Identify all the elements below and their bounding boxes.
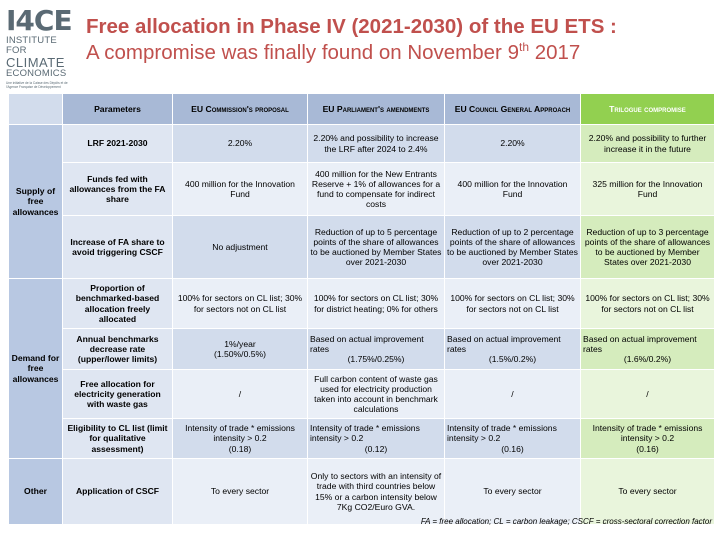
slide-title	[86, 14, 716, 66]
benchmarks-council-limits: (1.5%/0.2%)	[488, 354, 537, 365]
cell-proportion-council: 100% for sectors on CL list; 30% for sectors not on CL list	[445, 279, 581, 329]
category-demand: Demand for free allowances	[9, 279, 63, 459]
cell-eligibility-commission	[173, 419, 308, 459]
title-line-2-text: A compromise was finally found on November 9	[86, 41, 519, 64]
eligibility-commission-rule: Intensity of trade * emissions intensity > 0.2	[185, 423, 295, 444]
cell-lrf-trilogue: 2.20% and possibility to further increase it in the future	[581, 125, 715, 163]
title-ordinal-suffix: th	[518, 40, 529, 54]
cell-lrf-council: 2.20%	[445, 125, 581, 163]
category-other: Other	[9, 459, 63, 525]
cell-benchmarks-parliament	[308, 329, 445, 370]
cell-cscf-council: To every sector	[445, 459, 581, 525]
cell-increase-commission: No adjustment	[173, 216, 308, 279]
logo-tagline: Une initiative de la Caisse des Dépôts et de l'Agence Française de Développement	[6, 81, 68, 89]
cell-funds-council: 400 million for the Innovation Fund	[445, 163, 581, 216]
logo-line-2: CLIMATE	[6, 55, 65, 70]
comparison-table	[8, 93, 715, 525]
cell-wastegas-trilogue: /	[581, 370, 715, 419]
cell-wastegas-commission: /	[173, 370, 308, 419]
eligibility-commission-limit: (0.18)	[228, 443, 252, 454]
eligibility-trilogue-limit: (0.16)	[636, 443, 659, 454]
table-row	[9, 370, 715, 419]
cell-wastegas-parliament: Full carbon content of waste gas used for electricity production taken into account in benchmark calculations	[308, 370, 445, 419]
header-commission: EU Commission's proposal	[173, 94, 308, 125]
benchmarks-trilogue-rate: Based on actual improvement rates	[583, 333, 697, 354]
header-trilogue: Trilogue compromise	[581, 94, 715, 125]
cell-proportion-commission: 100% for sectors on CL list; 30% for sectors not on CL list	[173, 279, 308, 329]
cell-cscf-commission: To every sector	[173, 459, 308, 525]
title-line-1: Free allocation in Phase IV (2021-2030) of the EU ETS :	[86, 15, 617, 38]
logo-wordmark: I4CE	[6, 4, 72, 37]
cell-eligibility-parliament	[308, 419, 445, 459]
param-proportion: Proportion of benchmarked-based allocation freely allocated	[63, 279, 173, 329]
title-line-2	[86, 40, 716, 66]
cell-funds-trilogue: 325 million for the Innovation Fund	[581, 163, 715, 216]
header-parliament: EU Parliament's amendments	[308, 94, 445, 125]
cell-benchmarks-council	[445, 329, 581, 370]
cell-funds-commission: 400 million for the Innovation Fund	[173, 163, 308, 216]
cell-increase-trilogue: Reduction of up to 3 percentage points of the share of allowances to be auctioned by Member States over 2021-2030	[581, 216, 715, 279]
eligibility-parliament-rule: Intensity of trade * emissions intensity > 0.2	[310, 423, 420, 444]
cell-wastegas-council: /	[445, 370, 581, 419]
param-benchmarks: Annual benchmarks decrease rate (upper/lower limits)	[63, 329, 173, 370]
footnote: FA = free allocation; CL = carbon leakage; CSCF = cross-sectoral correction factor	[420, 517, 712, 526]
header-council: EU Council General Approach	[445, 94, 581, 125]
category-supply: Supply of free allowances	[9, 125, 63, 279]
eligibility-council-rule: Intensity of trade * emissions intensity > 0.2	[447, 423, 557, 444]
benchmarks-commission-rate: 1%/year	[224, 338, 256, 349]
cell-eligibility-trilogue	[581, 419, 715, 459]
cell-increase-parliament: Reduction of up to 5 percentage points of the share of allowances to be auctioned by Member States over 2021-2030	[308, 216, 445, 279]
cell-lrf-commission: 2.20%	[173, 125, 308, 163]
eligibility-council-limit: (0.16)	[501, 443, 524, 454]
table-row	[9, 216, 715, 279]
cell-cscf-trilogue: To every sector	[581, 459, 715, 525]
benchmarks-trilogue-limits: (1.6%/0.2%)	[623, 354, 672, 365]
i4ce-logo	[6, 4, 72, 94]
cell-benchmarks-commission	[173, 329, 308, 370]
eligibility-trilogue-rule: Intensity of trade * emissions intensity > 0.2	[592, 423, 703, 444]
param-wastegas: Free allocation for electricity generation with waste gas	[63, 370, 173, 419]
cell-eligibility-council	[445, 419, 581, 459]
logo-line-1: INSTITUTE FOR	[6, 35, 57, 56]
param-increase: Increase of FA share to avoid triggering CSCF	[63, 216, 173, 279]
benchmarks-commission-limits: (1.50%/0.5%)	[213, 349, 267, 359]
cell-cscf-parliament: Only to sectors with an intensity of trade with third countries below 15% or a carbon intensity below 7Kg CO2/Euro GVA.	[308, 459, 445, 525]
title-year: 2017	[529, 41, 581, 64]
table-row	[9, 125, 715, 163]
header-parameters: Parameters	[63, 94, 173, 125]
table-row	[9, 279, 715, 329]
cell-benchmarks-trilogue	[581, 329, 715, 370]
param-cscf: Application of CSCF	[63, 459, 173, 525]
table-row	[9, 329, 715, 370]
table-row	[9, 459, 715, 525]
cell-increase-council: Reduction of up to 2 percentage points of the share of allowances to be auctioned by Member States over 2021-2030	[445, 216, 581, 279]
cell-funds-parliament: 400 million for the New Entrants Reserve + 1% of allowances for a fund to compensate for indirect costs	[308, 163, 445, 216]
table-row	[9, 419, 715, 459]
benchmarks-council-rate: Based on actual improvement rates	[447, 333, 561, 354]
table-header-row	[9, 94, 715, 125]
eligibility-parliament-limit: (0.12)	[364, 443, 388, 454]
logo-line-3: ECONOMICS	[6, 68, 67, 79]
param-eligibility: Eligibility to CL list (limit for qualitative assessment)	[63, 419, 173, 459]
benchmarks-parliament-rate: Based on actual improvement rates	[310, 333, 424, 354]
cell-proportion-trilogue: 100% for sectors on CL list; 30% for sectors not on CL list	[581, 279, 715, 329]
table-row	[9, 163, 715, 216]
benchmarks-parliament-limits: (1.75%/0.25%)	[347, 354, 405, 365]
param-lrf: LRF 2021-2030	[63, 125, 173, 163]
cell-lrf-parliament: 2.20% and possibility to increase the LRF after 2024 to 2.4%	[308, 125, 445, 163]
cell-proportion-parliament: 100% for sectors on CL list; 30% for district heating; 0% for others	[308, 279, 445, 329]
header-empty-cell	[9, 94, 63, 125]
param-funds: Funds fed with allowances from the FA share	[63, 163, 173, 216]
